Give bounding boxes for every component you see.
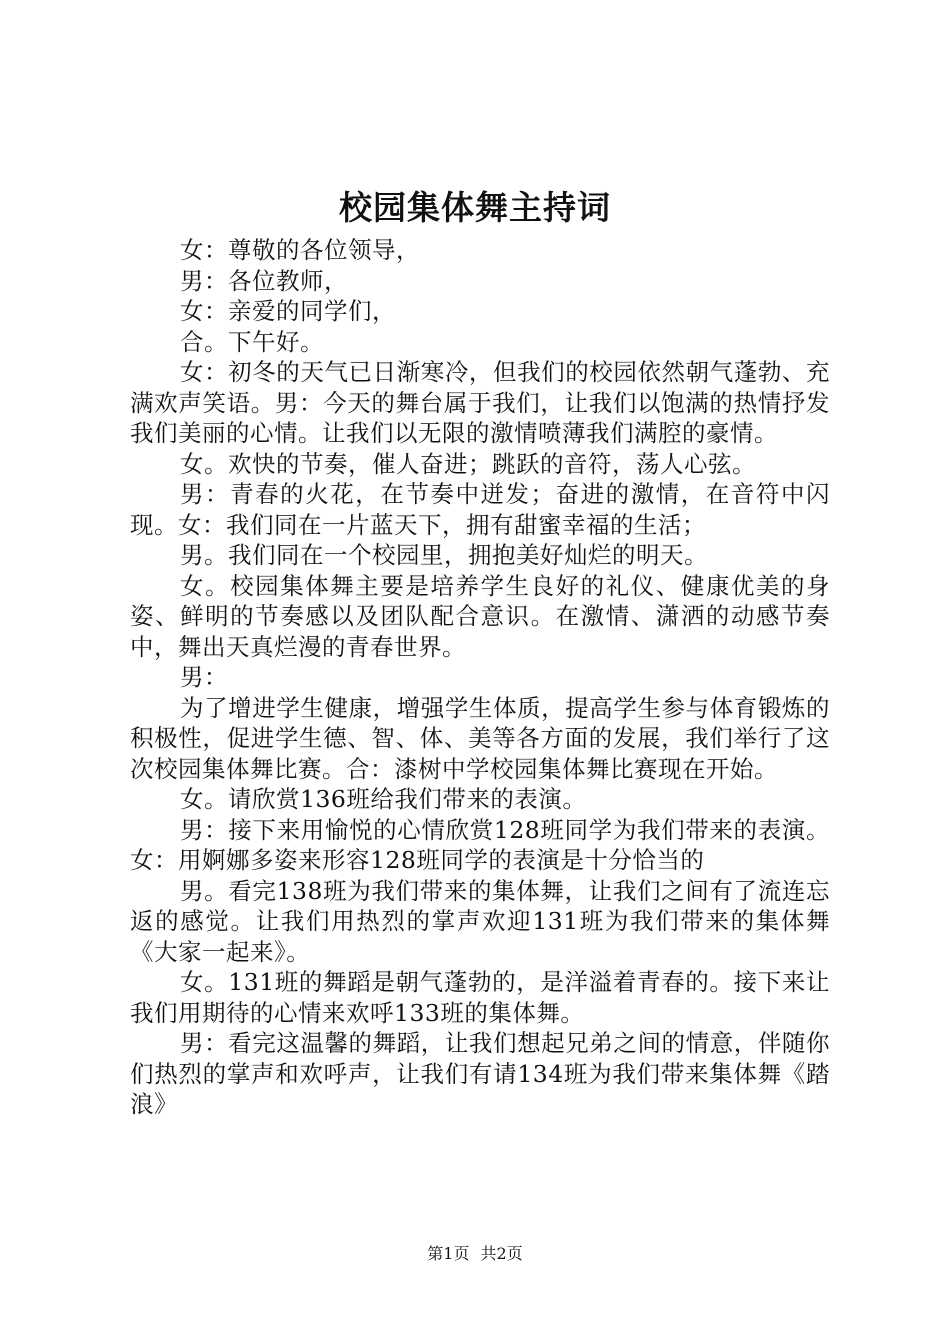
- paragraph: 合。下午好。: [180, 327, 324, 356]
- page-number: 第1页: [427, 1244, 470, 1263]
- paragraph: 男：: [180, 663, 228, 691]
- document-title: 校园集体舞主持词: [339, 188, 611, 227]
- paragraph: 女：亲爱的同学们，: [180, 297, 396, 325]
- paragraph: 男：看完这温馨的舞蹈，让我们想起兄弟之间的情意，伴随你们热烈的掌声和欢呼声，让我们有请134班为我们带来集体舞《踏浪》: [130, 1029, 830, 1118]
- paragraph: 为了增进学生健康，增强学生体质，提高学生参与体育锻炼的积极性，促进学生德、智、体、美等各方面的发展，我们举行了这次校园集体舞比赛。合：漆树中学校园集体舞比赛现在开始。: [130, 693, 830, 783]
- page-footer: [0, 1243, 950, 1265]
- paragraph: 女。请欣赏136班给我们带来的表演。: [180, 785, 587, 813]
- paragraph: 女。校园集体舞主要是培养学生良好的礼仪、健康优美的身姿、鲜明的节奏感以及团队配合意识。在激情、潇洒的动感节奏中，舞出天真烂漫的青春世界。: [130, 571, 830, 661]
- paragraph: 男：各位教师，: [180, 266, 348, 295]
- paragraph: 男。我们同在一个校园里，拥抱美好灿烂的明天。: [180, 541, 708, 569]
- paragraph: 男。看完138班为我们带来的集体舞，让我们之间有了流连忘返的感觉。让我们用热烈的掌声欢迎131班为我们带来的集体舞《大家一起来》。: [130, 876, 830, 966]
- paragraph: 女：初冬的天气已日渐寒冷，但我们的校园依然朝气蓬勃、充满欢声笑语。男：今天的舞台属于我们，让我们以饱满的热情抒发我们美丽的心情。让我们以无限的激情喷薄我们满腔的豪情。: [130, 358, 830, 447]
- paragraph: 女。131班的舞蹈是朝气蓬勃的，是洋溢着青春的。接下来让我们用期待的心情来欢呼133班的集体舞。: [130, 968, 830, 1027]
- paragraph: 女。欢快的节奏，催人奋进；跳跃的音符，荡人心弦。: [180, 449, 756, 478]
- paragraph: 男：接下来用愉悦的心情欣赏128班同学为我们带来的表演。女：用婀娜多姿来形容128班同学的表演是十分恰当的: [130, 815, 830, 874]
- paragraph: 男：青春的火花，在节奏中迸发；奋进的激情，在音符中闪现。女：我们同在一片蓝天下，拥有甜蜜幸福的生活；: [130, 480, 830, 539]
- page-total: 共2页: [480, 1244, 523, 1263]
- paragraph: 女：尊敬的各位领导，: [180, 236, 420, 264]
- document-body: [130, 235, 830, 1120]
